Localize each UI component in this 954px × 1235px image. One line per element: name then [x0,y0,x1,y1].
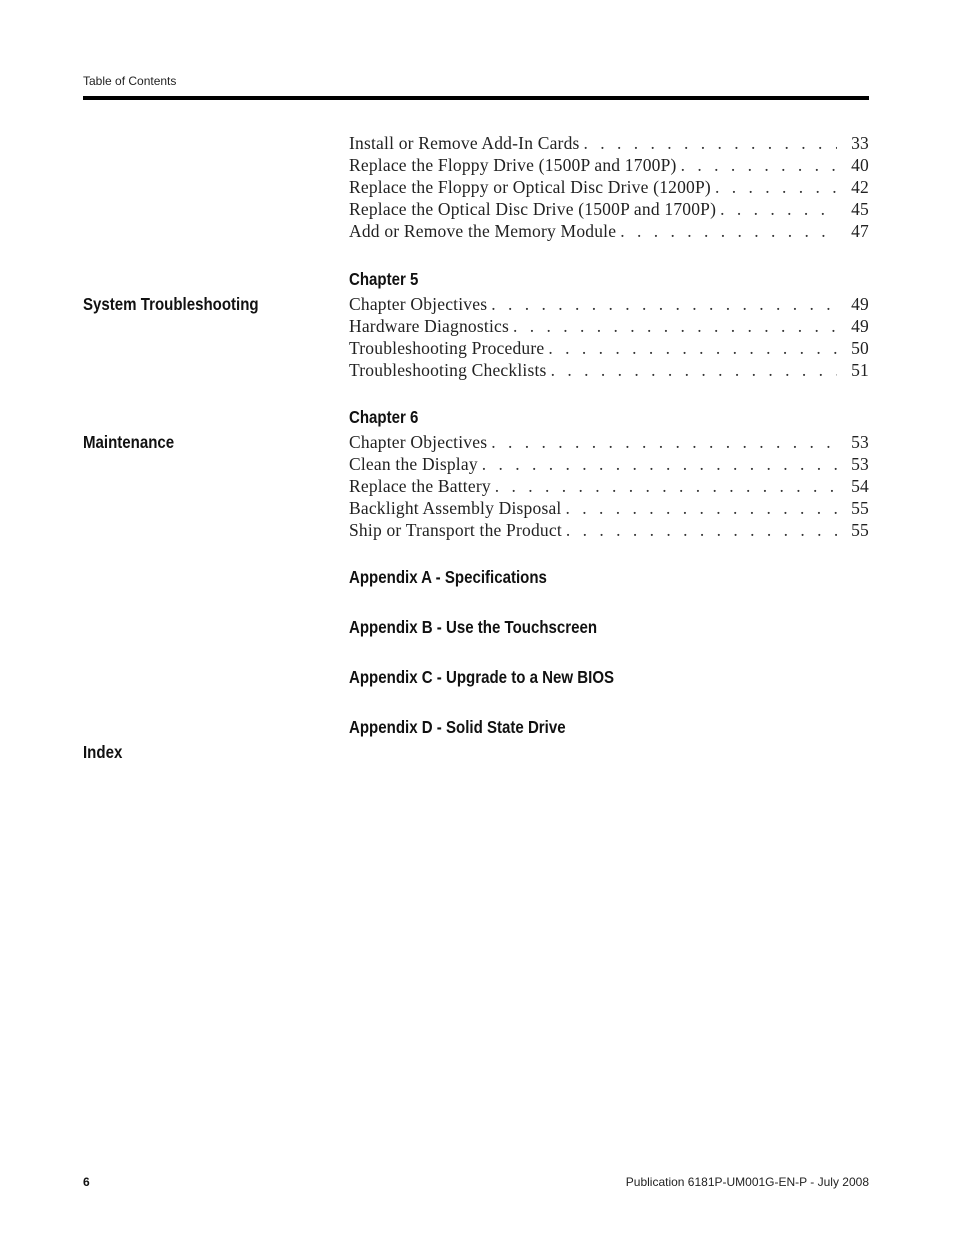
toc-entry-page: 42 [851,177,869,197]
dot-leader [491,294,837,315]
toc-entry[interactable] [349,454,869,476]
toc-entry[interactable] [349,498,869,520]
dot-leader [513,316,837,337]
toc-entry[interactable] [349,155,869,177]
appendix-b-heading[interactable]: Appendix B - Use the Touchscreen [349,617,598,637]
toc-chapter-5-list [349,294,869,382]
toc-entry-page: 49 [851,316,869,336]
dot-leader [495,476,837,497]
toc-entry-page: 55 [851,520,869,540]
toc-entry-title: Chapter Objectives [349,432,488,452]
toc-entry[interactable] [349,476,869,498]
toc-entry-page: 47 [851,221,869,241]
toc-entry[interactable] [349,360,869,382]
toc-entry-title: Replace the Battery [349,476,491,496]
toc-entry-title: Add or Remove the Memory Module [349,221,617,241]
toc-entry-title: Backlight Assembly Disposal [349,498,562,518]
toc-entry-page: 53 [851,432,869,452]
running-head: Table of Contents [83,74,177,88]
appendix-c-heading[interactable]: Appendix C - Upgrade to a New BIOS [349,667,615,687]
dot-leader [548,338,837,359]
toc-entry-page: 45 [851,199,869,219]
toc-entry[interactable] [349,338,869,360]
toc-entry-title: Troubleshooting Procedure [349,338,545,358]
toc-entry-title: Troubleshooting Checklists [349,360,547,380]
dot-leader [566,520,837,541]
toc-entry-page: 33 [851,133,869,153]
toc-entry[interactable] [349,316,869,338]
toc-entry[interactable] [349,294,869,316]
toc-entry-page: 50 [851,338,869,358]
header-rule [83,96,869,100]
toc-chapter-6-list [349,432,869,542]
toc-entry[interactable] [349,177,869,199]
toc-entry-title: Install or Remove Add-In Cards [349,133,580,153]
toc-entry-page: 55 [851,498,869,518]
dot-leader [491,432,837,453]
toc-entry-title: Replace the Floppy Drive (1500P and 1700P) [349,155,677,175]
toc-entry-page: 49 [851,294,869,314]
chapter-5-title[interactable]: System Troubleshooting [83,294,259,314]
toc-carryover-list [349,133,869,243]
toc-entry[interactable] [349,520,869,542]
chapter-6-title[interactable]: Maintenance [83,432,175,452]
dot-leader [551,360,837,381]
toc-entry-page: 51 [851,360,869,380]
toc-entry[interactable] [349,221,869,243]
toc-entry[interactable] [349,133,869,155]
toc-entry-title: Clean the Display [349,454,478,474]
footer-page-number: 6 [83,1175,90,1189]
chapter-6-label: Chapter 6 [349,407,419,427]
dot-leader [482,454,837,475]
dot-leader [715,177,837,198]
toc-entry-page: 40 [851,155,869,175]
dot-leader [620,221,837,242]
toc-entry-page: 54 [851,476,869,496]
toc-entry-title: Replace the Optical Disc Drive (1500P and 1700P) [349,199,717,219]
toc-entry[interactable] [349,432,869,454]
dot-leader [681,155,837,176]
chapter-5-label: Chapter 5 [349,269,419,289]
dot-leader [720,199,837,220]
appendix-d-heading[interactable]: Appendix D - Solid State Drive [349,717,566,737]
footer-publication: Publication 6181P-UM001G-EN-P - July 2008 [625,1175,869,1189]
dot-leader [565,498,837,519]
toc-entry-page: 53 [851,454,869,474]
appendix-a-heading[interactable]: Appendix A - Specifications [349,567,547,587]
toc-entry-title: Hardware Diagnostics [349,316,509,336]
toc-entry[interactable] [349,199,869,221]
dot-leader [584,133,837,154]
toc-entry-title: Replace the Floppy or Optical Disc Drive (1200P) [349,177,711,197]
toc-entry-title: Ship or Transport the Product [349,520,562,540]
index-heading[interactable]: Index [83,742,123,762]
toc-entry-title: Chapter Objectives [349,294,488,314]
